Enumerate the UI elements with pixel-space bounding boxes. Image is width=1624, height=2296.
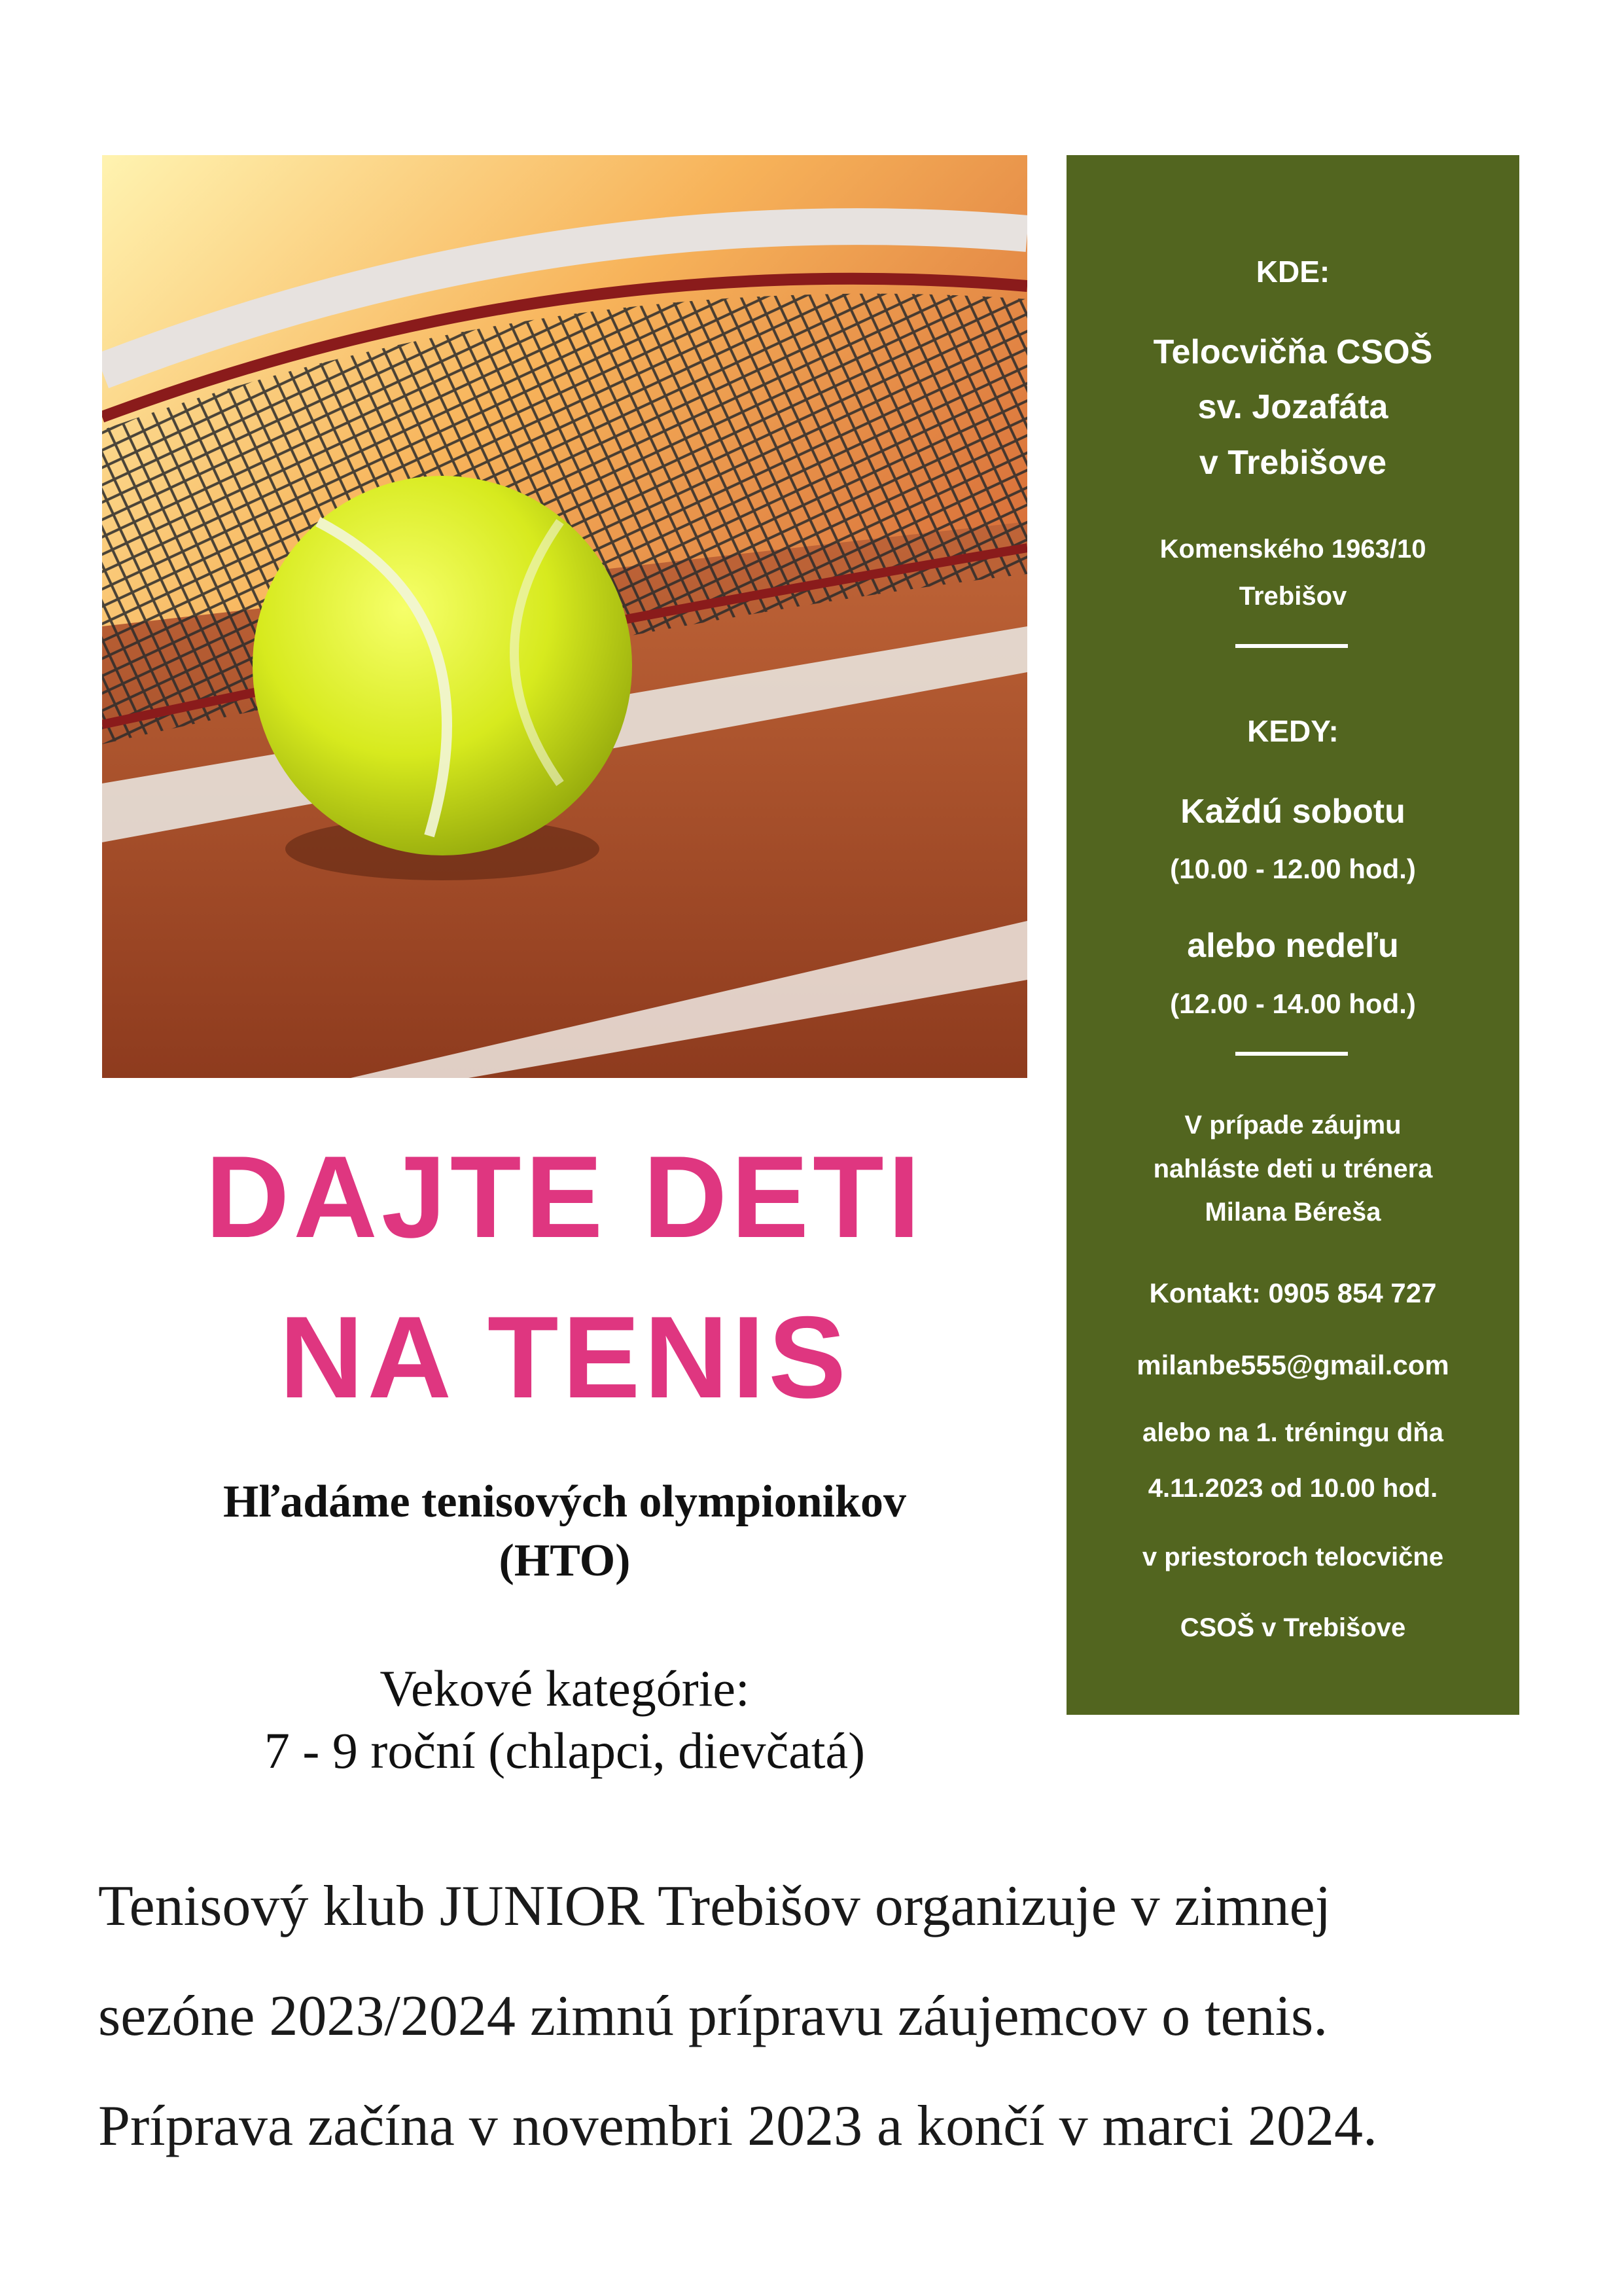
saturday-label: Každú sobotu: [1180, 793, 1405, 831]
venue-line-2: sv. Jozafáta: [1197, 388, 1388, 426]
categories-label: Vekové kategórie:: [380, 1660, 750, 1717]
when-label: KEDY:: [1247, 714, 1339, 748]
training-line-2: 4.11.2023 od 10.00 hod.: [1148, 1474, 1438, 1503]
interest-line-3: Milana Béreša: [1205, 1198, 1381, 1227]
sunday-label: alebo nedeľu: [1187, 927, 1399, 965]
paragraph-line-3: Príprava začína v novembri 2023 a končí v marci 2024.: [98, 2094, 1377, 2158]
divider-2: [1235, 1052, 1348, 1056]
saturday-time: (10.00 - 12.00 hod.): [1170, 853, 1416, 884]
venue-line-3: v Trebišove: [1199, 444, 1387, 482]
subtitle-line-1: Hľadáme tenisových olympionikov: [222, 1477, 907, 1527]
tennis-photo: [102, 155, 1027, 1078]
venue-line-1: Telocvičňa CSOŠ: [1153, 333, 1433, 371]
interest-line-2: nahláste deti u trénera: [1153, 1155, 1433, 1183]
headline-line-2: NA TENIS: [279, 1292, 851, 1422]
paragraph-line-2: sezóne 2023/2024 zimnú prípravu záujemcov o tenis.: [98, 1984, 1328, 2048]
interest-line-1: V prípade záujmu: [1184, 1111, 1402, 1139]
training-line-1: alebo na 1. tréningu dňa: [1142, 1418, 1444, 1447]
address-line-2: Trebišov: [1239, 582, 1347, 611]
subtitle-line-2: (HTO): [499, 1535, 631, 1586]
contact-phone: Kontakt: 0905 854 727: [1149, 1278, 1437, 1308]
contact-email: milanbe555@gmail.com: [1137, 1350, 1449, 1380]
info-panel: [1067, 155, 1519, 1715]
training-line-4: CSOŠ v Trebišove: [1180, 1613, 1406, 1642]
tennis-ball-racket-image: [102, 155, 1027, 1078]
where-label: KDE:: [1256, 255, 1330, 289]
paragraph-line-1: Tenisový klub JUNIOR Trebišov organizuje v zimnej: [98, 1874, 1332, 1938]
sunday-time: (12.00 - 14.00 hod.): [1170, 988, 1416, 1019]
divider-1: [1235, 644, 1348, 648]
training-line-3: v priestoroch telocvične: [1142, 1543, 1444, 1571]
headline-line-1: DAJTE DETI: [205, 1132, 925, 1262]
address-line-1: Komenského 1963/10: [1159, 535, 1426, 564]
categories-value: 7 - 9 roční (chlapci, dievčatá): [264, 1722, 866, 1779]
